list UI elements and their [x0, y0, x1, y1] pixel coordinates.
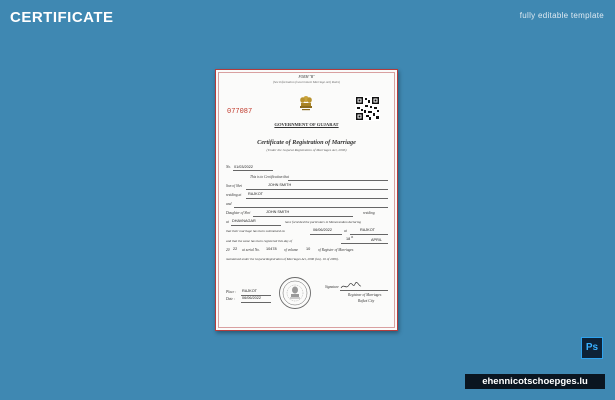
at2-label: at [344, 229, 347, 233]
furnished-text: have furnished the particulars in Memorandum declaring [285, 220, 362, 224]
registered-day-suffix: th [351, 236, 354, 239]
signature-label: Signature [325, 285, 339, 289]
residing-value: RAJKOT [248, 192, 263, 196]
place-label: Place : [226, 290, 237, 294]
at-value: DHAVNAGAR [232, 219, 256, 223]
son-of-label: Son of Shri [226, 184, 242, 188]
at2-line [350, 234, 388, 235]
registered-day: 18 [346, 237, 351, 241]
year-label: 20 [226, 248, 230, 252]
solemnized-date: 06/06/2022 [313, 228, 333, 232]
daughter-of-label: Daughter of Shri [226, 211, 251, 215]
official-seal-icon [278, 276, 312, 310]
signature-line [340, 290, 388, 291]
at-label: at [226, 220, 229, 224]
page-tagline: fully editable template [519, 11, 604, 20]
number-value: 01/03/2022 [234, 165, 254, 169]
page-title: CERTIFICATE [10, 9, 114, 26]
certify-text: This is to Certification that [250, 175, 289, 179]
certificate-document [215, 69, 398, 331]
serial-no-value: 10478 [266, 247, 277, 251]
daughter-of-line [253, 216, 353, 217]
serial-number: 077087 [227, 108, 253, 116]
and-label: and [226, 202, 232, 206]
daughter-of-value: JOHN SMITH [266, 210, 290, 214]
photoshop-icon: Ps [581, 337, 603, 359]
register-label: of Register of Marriages [318, 248, 354, 252]
certificate-subtitle: (Under the Gujarat Registration of Marriages Act, 2006) [266, 148, 347, 152]
residing-line [246, 198, 388, 199]
serial-no-label: at serial No. [242, 248, 260, 252]
number-line [233, 170, 273, 171]
state-emblem-icon [298, 94, 314, 116]
number-label: No. [226, 165, 232, 169]
date-value: 06/06/2022 [242, 296, 262, 300]
solemnized-label: that their marriage has been solemnized on [226, 229, 285, 233]
registrar-city: Rajkot City [358, 299, 375, 303]
form-reference: (See Information (Government Marriage Act) Rules) [272, 80, 341, 84]
solemnized-line [310, 234, 342, 235]
registrar-title: Registrar of Marriages [348, 293, 382, 297]
maintained-text: maintained under the Gujarat Registration of Marriages Act, 2006 (Guj. 16 of 2006). [226, 257, 339, 261]
son-of-line [246, 189, 388, 190]
qr-code-icon [355, 96, 380, 121]
date-line [241, 302, 271, 303]
certify-line [288, 180, 388, 181]
registered-month: APRIL [371, 238, 382, 242]
at2-value: RAJKOT [360, 228, 375, 232]
residing2-label: residing [363, 211, 375, 215]
year-value: 22 [233, 247, 238, 251]
volume-label: of volume [284, 248, 299, 252]
date-label: Date : [226, 297, 236, 301]
certificate-title: Certificate of Registration of Marriage [257, 139, 356, 146]
residing-label: residing at [226, 193, 242, 197]
government-heading: GOVERNMENT OF GUJARAT [274, 122, 339, 127]
volume-value: 10 [306, 247, 311, 251]
website-watermark: ehennicotschoepges.lu [465, 374, 605, 389]
place-value: RAJKOT [242, 289, 257, 293]
form-number: FORM "B" [298, 75, 315, 79]
at-line [231, 225, 281, 226]
registered-label: and that the same has been registered this day of [226, 239, 293, 243]
son-of-value: JOHN SMITH [268, 183, 292, 187]
registered-line [341, 243, 388, 244]
and-line [234, 207, 388, 208]
